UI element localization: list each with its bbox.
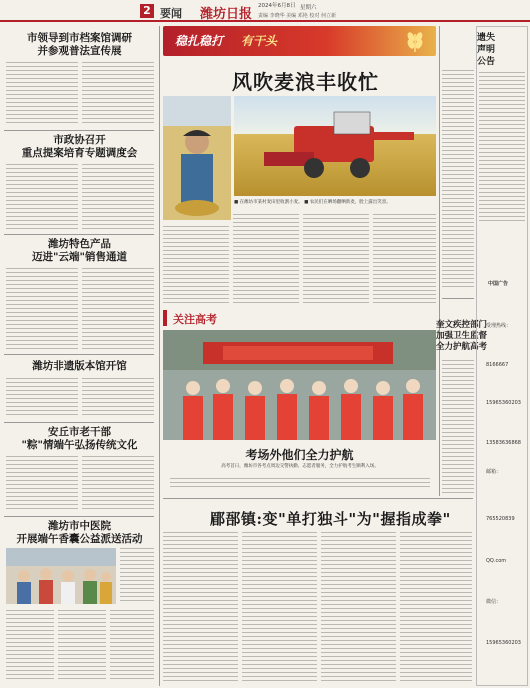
wheat-icon: [400, 28, 430, 54]
column-divider-right: [439, 26, 440, 496]
tcm-photo: [6, 548, 116, 604]
qq-number[interactable]: 765520839: [486, 516, 515, 522]
health-headline[interactable]: 奎文疾控部门 加强卫生监督 全力护航高考: [436, 320, 488, 352]
feature-body-c: [303, 214, 369, 304]
article-body-tcm-side: [120, 548, 154, 604]
gaokao-caption: 高考首日，潍坊市各考点周边交警执勤、志愿者服务，全力护航考生顺利入场。: [221, 464, 379, 469]
article-body-tcm-b: [58, 610, 106, 682]
feature-body-d: [373, 214, 436, 304]
bottom-body-b: [242, 532, 317, 684]
article-body-archives-b: [82, 62, 154, 126]
divider: [4, 130, 154, 131]
article-title-anqiu-cadres[interactable]: 安丘市老干部 "粽"情端午弘扬传统文化: [21, 426, 138, 451]
article-body-cloud-b: [82, 268, 154, 350]
masthead: [0, 0, 530, 22]
divider: [4, 422, 154, 423]
paper-name: 潍坊日报: [200, 7, 253, 22]
feature-body-a: [163, 226, 229, 304]
column-divider-left: [159, 26, 160, 686]
notice-body: [479, 72, 525, 222]
divider: [4, 234, 154, 235]
bottom-body-c: [321, 532, 396, 684]
phone-2[interactable]: 15965360203: [486, 400, 521, 406]
harvest-photo-main: [234, 96, 436, 196]
health-body: [442, 360, 474, 494]
farmer-image: [163, 96, 231, 220]
tcm-photo-image: [6, 548, 116, 604]
article-body-heritage-b: [82, 378, 154, 418]
article-title-archives[interactable]: 市领导到市档案馆调研 并参观普法宣传展: [27, 32, 132, 57]
date-text: 2024年6月8日: [258, 3, 296, 9]
date-line: [258, 3, 296, 10]
bottom-body-d: [400, 532, 472, 684]
phone-1[interactable]: 8166667: [486, 362, 509, 368]
banner-text-2: 有干头: [241, 34, 278, 48]
article-body-cppcc-b: [82, 164, 154, 230]
phone-4[interactable]: 15965360203: [486, 640, 521, 646]
article-body-anqiu-a: [6, 456, 78, 512]
phone-3[interactable]: 13583636868: [486, 440, 521, 446]
banner-text-1: 稳扎稳打: [175, 34, 224, 48]
article-title-cppcc[interactable]: 市政协召开 重点提案培育专题调度会: [21, 134, 138, 159]
qq-tag[interactable]: QQ.com: [486, 558, 507, 564]
email-label: 邮箱：: [486, 469, 502, 475]
article-body-cppcc-a: [6, 164, 78, 230]
farmer-photo: [163, 96, 231, 220]
notice-title[interactable]: 遗失 声明 公告: [477, 33, 496, 67]
left-column: [2, 26, 157, 686]
article-title-heritage-museum[interactable]: 潍坊非遗版本馆开馆: [32, 360, 127, 372]
feature-caption: ■ 在潍坊市某村麦田里收割小麦。 ■ 农民们在晒场翻晒新麦，脸上露出笑容。: [234, 200, 391, 205]
ad-label: 中国广告: [488, 281, 509, 287]
harvester-image: [234, 96, 436, 196]
divider: [163, 498, 473, 499]
gaokao-photo: [163, 330, 436, 440]
page-number: 2: [140, 4, 154, 18]
editors-line: 责编 李晓华 美编 邓艳 校对 何立新: [258, 13, 336, 19]
article-body-archives-a: [6, 62, 78, 126]
hotline-label: 受理热线：: [486, 323, 512, 329]
wechat-label: 微信：: [486, 599, 502, 605]
bottom-body-a: [163, 532, 238, 684]
slogan-banner: [163, 26, 436, 56]
volunteers-image: [163, 330, 436, 440]
gaokao-section-tag: [163, 310, 227, 326]
divider: [442, 298, 474, 299]
section-name: 要闻: [160, 7, 182, 20]
article-body-anqiu-b: [82, 456, 154, 512]
article-title-tcm-hospital[interactable]: 潍坊市中医院 开展端午香囊公益派送活动: [16, 520, 143, 545]
article-body-cloud-a: [6, 268, 78, 350]
right-news-body-top: [442, 70, 474, 290]
gaokao-body: [170, 478, 430, 490]
feature-body-b: [233, 214, 299, 304]
article-body-tcm-a: [6, 610, 54, 682]
article-body-heritage-a: [6, 378, 78, 418]
divider: [4, 354, 154, 355]
article-title-cloud-sales[interactable]: 潍坊特色产品 迈进"云端"销售通道: [32, 238, 127, 263]
weekday-line: [300, 3, 317, 11]
weekday-text: 星期六: [300, 5, 317, 11]
gaokao-tag-text: 关注高考: [173, 313, 217, 326]
divider: [4, 516, 154, 517]
gaokao-photo-title[interactable]: 考场外他们全力护航: [245, 448, 354, 462]
feature-headline[interactable]: 风吹麦浪丰收忙: [232, 70, 379, 94]
bottom-headline[interactable]: 郿郚镇:变"单打独斗"为"握指成拳": [210, 510, 451, 528]
article-body-tcm-c: [110, 610, 154, 682]
